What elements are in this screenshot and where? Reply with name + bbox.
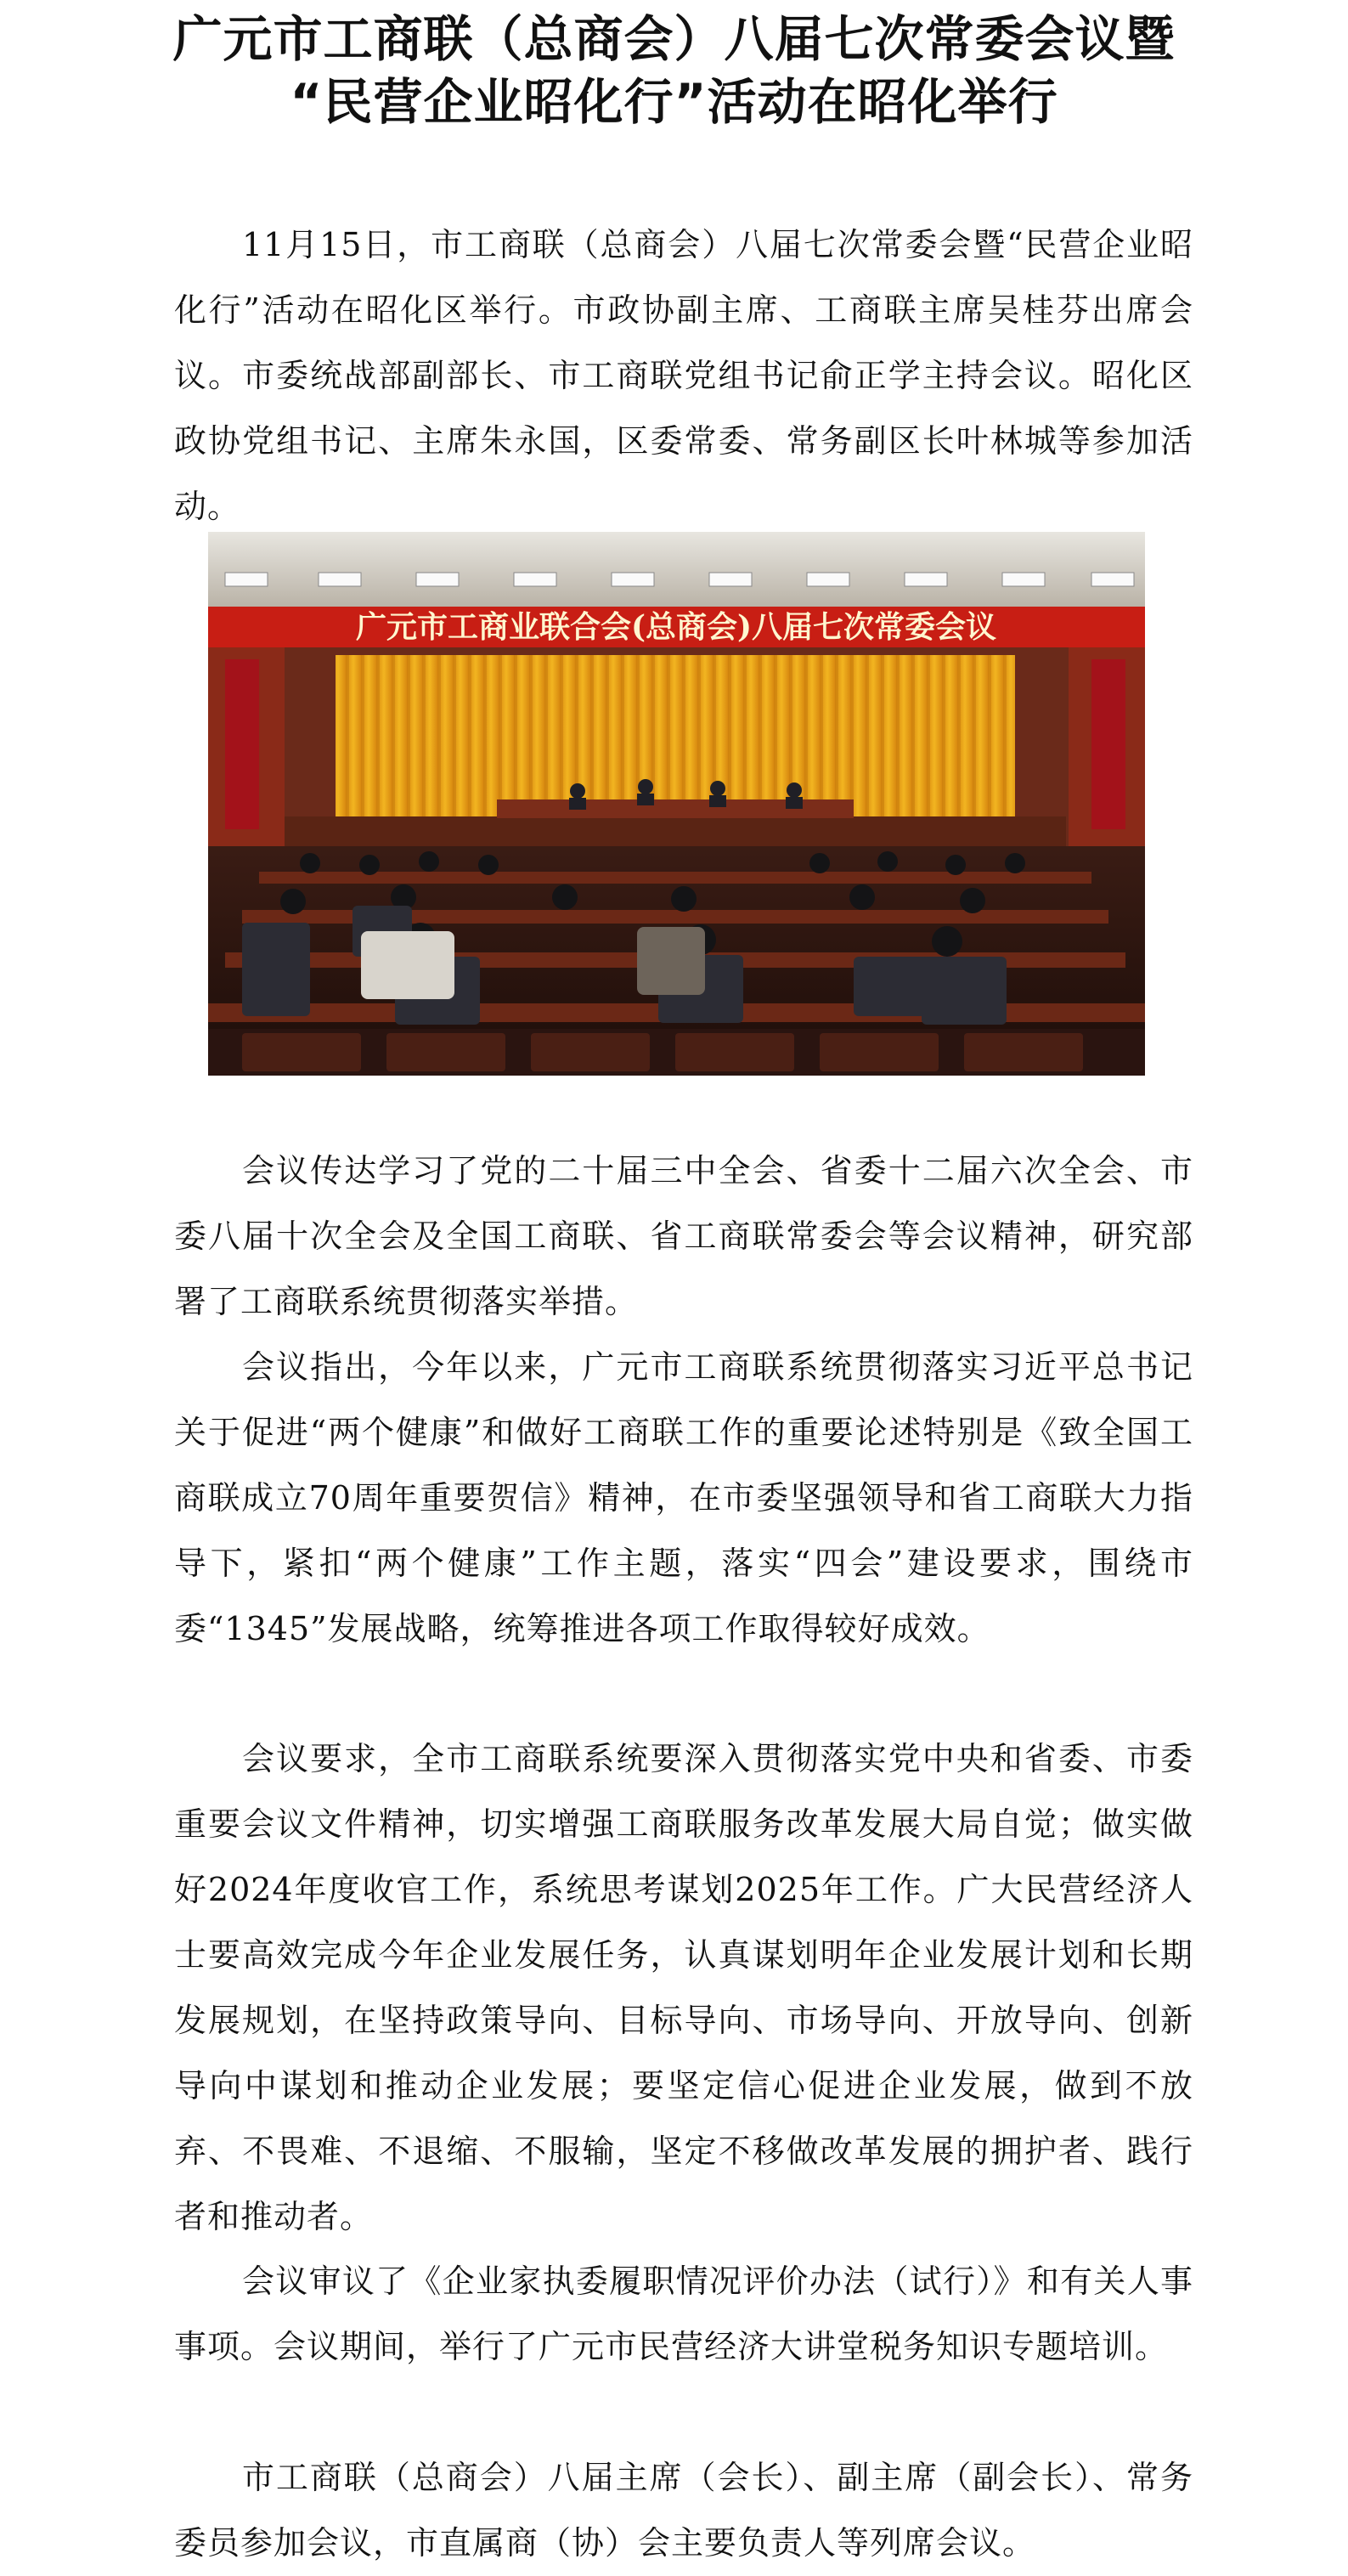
article-title-line-1: 广元市工商联（总商会）八届七次常委会议暨 <box>172 10 1176 68</box>
meeting-photo-illustration <box>208 532 1145 1076</box>
paragraph-3: 会议指出，今年以来，广元市工商联系统贯彻落实习近平总书记关于促进“两个健康”和做好工商联工作的重要论述特别是《致全国工商联成立70周年重要贺信》精神，在市委坚强领导和省工商联大力指导下，紧扣“两个健康”工作主题，落实“四会”建设要求，围绕市委“1345”发展战略，统筹推进各项工作取得较好成效。 <box>174 1348 1193 1647</box>
article-title-line-2: “民营企业昭化行”活动在昭化举行 <box>290 73 1058 131</box>
paragraph-2: 会议传达学习了党的二十届三中全会、省委十二届六次全会、市委八届十次全会及全国工商联、省工商联常委会等会议精神，研究部署了工商联系统贯彻落实举措。 <box>174 1152 1193 1320</box>
paragraph-1: 11月15日，市工商联（总商会）八届七次常委会暨“民营企业昭化行”活动在昭化区举行。市政协副主席、工商联主席吴桂芬出席会议。市委统战部副部长、市工商联党组书记俞正学主持会议。昭化区政协党组书记、主席朱永国，区委常委、常务副区长叶林城等参加活动。 <box>174 226 1193 525</box>
paragraph-6: 市工商联（总商会）八届主席（会长）、副主席（副会长）、常务委员参加会议，市直属商（协）会主要负责人等列席会议。 <box>174 2459 1193 2562</box>
banner-text: 广元市工商业联合会(总商会)八届七次常委会议 <box>355 609 997 645</box>
paragraph-4: 会议要求，全市工商联系统要深入贯彻落实党中央和省委、市委重要会议文件精神，切实增强工商联服务改革发展大局自觉；做实做好2024年度收官工作，系统思考谋划2025年工作。广大民营经济人士要高效完成今年企业发展任务，认真谋划明年企业发展计划和长期发展规划，在坚持政策导向、目标导向、市场导向、开放导向、创新导向中谋划和推动企业发展；要坚定信心促进企业发展，做到不放弃、不畏难、不退缩、不服输，坚定不移做改革发展的拥护者、践行者和推动者。 <box>174 1740 1193 2235</box>
meeting-photo <box>208 532 1145 1076</box>
paragraph-5: 会议审议了《企业家执委履职情况评价办法（试行）》和有关人事事项。会议期间，举行了广元市民营经济大讲堂税务知识专题培训。 <box>174 2262 1193 2365</box>
